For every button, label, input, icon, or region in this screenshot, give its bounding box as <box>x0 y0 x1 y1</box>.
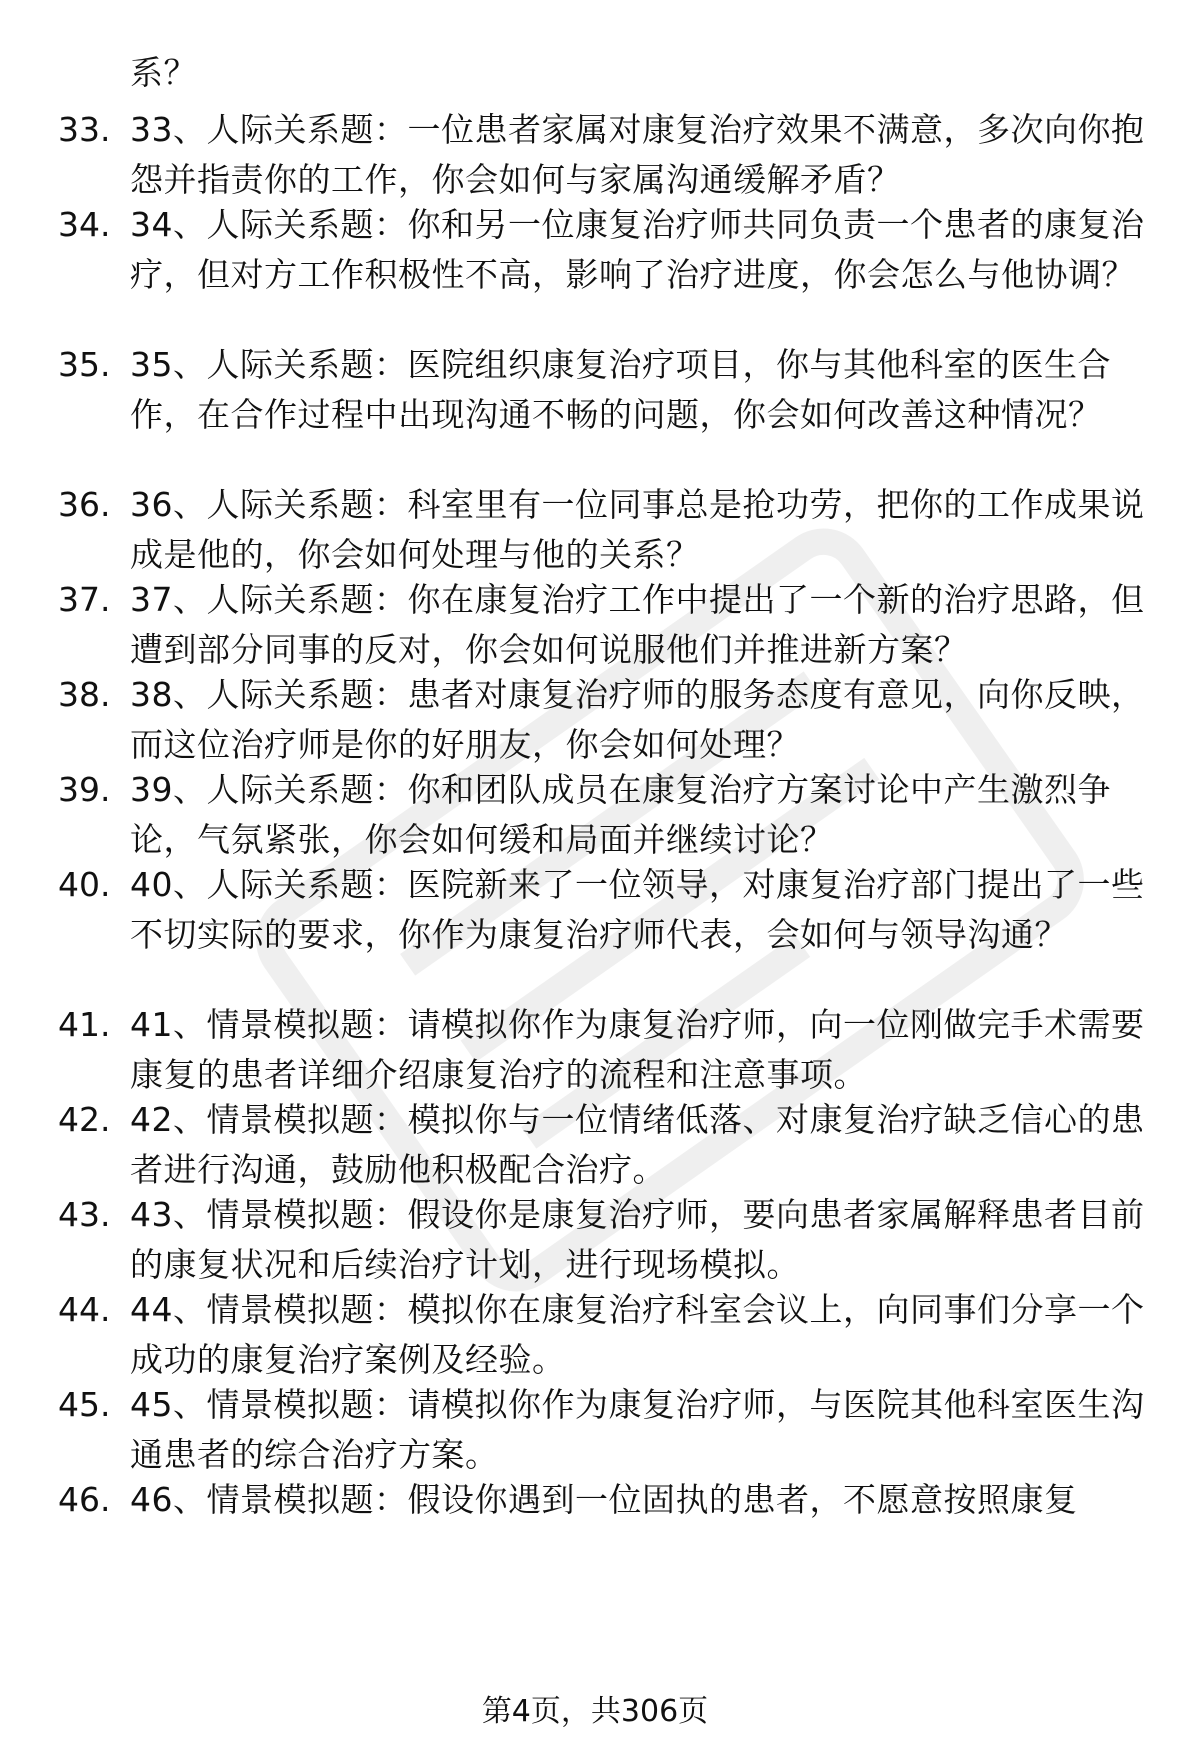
item-number: 37. <box>58 580 111 619</box>
item-number: 44. <box>58 1290 111 1329</box>
item-number: 46. <box>58 1480 111 1519</box>
carry-over-text: 系？ <box>130 53 197 92</box>
item-text: 38、人际关系题：患者对康复治疗师的服务态度有意见，向你反映，而这位治疗师是你的好朋友，你会如何处理？ <box>130 675 1145 764</box>
item-text: 44、情景模拟题：模拟你在康复治疗科室会议上，向同事们分享一个成功的康复治疗案例及经验。 <box>130 1290 1145 1379</box>
page-footer: 第4页，共306页 <box>481 1694 709 1729</box>
item-number: 33. <box>58 110 111 149</box>
item-number: 36. <box>58 485 111 524</box>
item-number: 41. <box>58 1005 111 1044</box>
item-text: 39、人际关系题：你和团队成员在康复治疗方案讨论中产生激烈争论，气氛紧张，你会如何缓和局面并继续讨论？ <box>130 770 1111 859</box>
item-text: 34、人际关系题：你和另一位康复治疗师共同负责一个患者的康复治疗，但对方工作积极性不高，影响了治疗进度，你会怎么与他协调？ <box>130 205 1145 294</box>
item-text: 36、人际关系题：科室里有一位同事总是抢功劳，把你的工作成果说成是他的，你会如何处理与他的关系？ <box>130 485 1145 574</box>
item-text: 33、人际关系题：一位患者家属对康复治疗效果不满意，多次向你抱怨并指责你的工作，你会如何与家属沟通缓解矛盾？ <box>130 110 1145 199</box>
item-number: 34. <box>58 205 111 244</box>
item-number: 45. <box>58 1385 111 1424</box>
item-number: 40. <box>58 865 111 904</box>
item-text: 35、人际关系题：医院组织康复治疗项目，你与其他科室的医生合作，在合作过程中出现沟通不畅的问题，你会如何改善这种情况？ <box>130 345 1111 434</box>
item-number: 38. <box>58 675 111 714</box>
item-text: 42、情景模拟题：模拟你与一位情绪低落、对康复治疗缺乏信心的患者进行沟通，鼓励他积极配合治疗。 <box>130 1100 1145 1189</box>
item-text: 43、情景模拟题：假设你是康复治疗师，要向患者家属解释患者目前的康复状况和后续治疗计划，进行现场模拟。 <box>130 1195 1145 1284</box>
item-text: 41、情景模拟题：请模拟你作为康复治疗师，向一位刚做完手术需要康复的患者详细介绍康复治疗的流程和注意事项。 <box>130 1005 1145 1094</box>
item-number: 42. <box>58 1100 111 1139</box>
item-number: 43. <box>58 1195 111 1234</box>
item-number: 35. <box>58 345 111 384</box>
item-text: 45、情景模拟题：请模拟你作为康复治疗师，与医院其他科室医生沟通患者的综合治疗方案。 <box>130 1385 1145 1474</box>
item-text: 37、人际关系题：你在康复治疗工作中提出了一个新的治疗思路，但遭到部分同事的反对，你会如何说服他们并推进新方案？ <box>130 580 1145 669</box>
item-text: 40、人际关系题：医院新来了一位领导，对康复治疗部门提出了一些不切实际的要求，你作为康复治疗师代表，会如何与领导沟通？ <box>130 865 1145 954</box>
item-number: 39. <box>58 770 111 809</box>
item-text: 46、情景模拟题：假设你遇到一位固执的患者，不愿意按照康复 <box>130 1480 1078 1519</box>
